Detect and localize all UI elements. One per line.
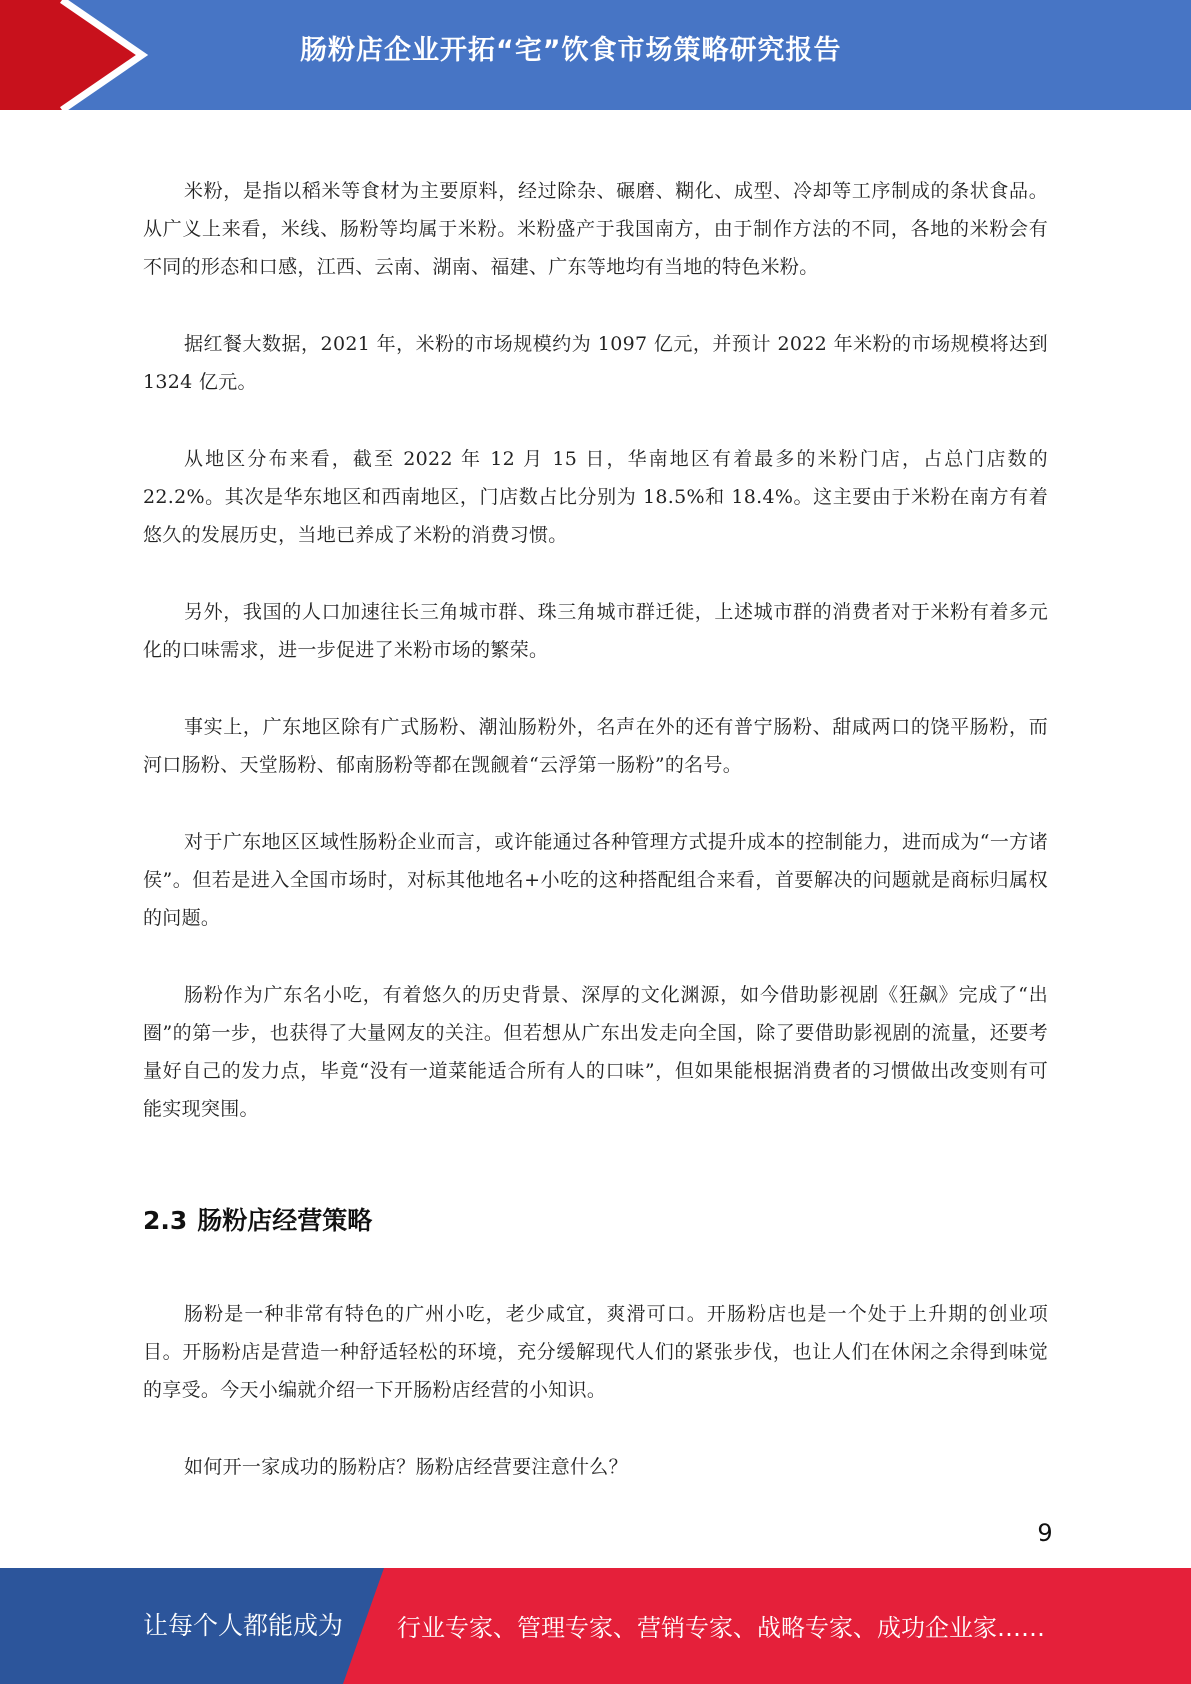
section-title: 肠粉店经营策略 xyxy=(197,1206,373,1235)
footer-slogan-left: 让每个人都能成为 xyxy=(143,1611,344,1640)
section-heading xyxy=(143,1205,1048,1237)
paragraph: 据红餐大数据，2021 年，米粉的市场规模约为 1097 亿元，并预计 2022 年米粉的市场规模将达到 1324 亿元。 xyxy=(143,333,1048,393)
report-title: 肠粉店企业开拓“宅”饮食市场策略研究报告 xyxy=(300,35,842,66)
paragraph: 另外，我国的人口加速往长三角城市群、珠三角城市群迁徙，上述城市群的消费者对于米粉有着多元化的口味需求，进一步促进了米粉市场的繁荣。 xyxy=(143,601,1048,661)
paragraph: 对于广东地区区域性肠粉企业而言，或许能通过各种管理方式提升成本的控制能力，进而成为“一方诸侯”。但若是进入全国市场时，对标其他地名+小吃的这种搭配组合来看，首要解决的问题就是商标归属权的问题。 xyxy=(143,831,1048,929)
paragraph: 事实上，广东地区除有广式肠粉、潮汕肠粉外，名声在外的还有普宁肠粉、甜咸两口的饶平肠粉，而河口肠粉、天堂肠粉、郁南肠粉等都在觊觎着“云浮第一肠粉”的名号。 xyxy=(143,716,1048,776)
paragraph: 肠粉作为广东名小吃，有着悠久的历史背景、深厚的文化渊源，如今借助影视剧《狂飙》完成了“出圈”的第一步，也获得了大量网友的关注。但若想从广东出发走向全国，除了要借助影视剧的流量，还要考量好自己的发力点，毕竟“没有一道菜能适合所有人的口味”，但如果能根据消费者的习惯做出改变则有可能实现突围。 xyxy=(143,984,1048,1120)
page-footer xyxy=(0,1568,1191,1684)
main-content xyxy=(143,172,1048,1525)
page-number: 9 xyxy=(1037,1519,1053,1547)
footer-slogan-right: 行业专家、管理专家、营销专家、战略专家、成功企业家…… xyxy=(397,1614,1045,1642)
paragraph: 如何开一家成功的肠粉店？肠粉店经营要注意什么？ xyxy=(184,1456,628,1478)
page-header xyxy=(0,0,1191,110)
paragraph: 肠粉是一种非常有特色的广州小吃，老少咸宜，爽滑可口。开肠粉店也是一个处于上升期的创业项目。开肠粉店是营造一种舒适轻松的环境，充分缓解现代人们的紧张步伐，也让人们在休闲之余得到味觉的享受。今天小编就介绍一下开肠粉店经营的小知识。 xyxy=(143,1303,1048,1401)
paragraph: 从地区分布来看，截至 2022 年 12 月 15 日，华南地区有着最多的米粉门店，占总门店数的 22.2%。其次是华东地区和西南地区，门店数占比分别为 18.5%和 18.4%。这主要由于米粉在南方有着悠久的发展历史，当地已养成了米粉的消费习惯。 xyxy=(143,448,1048,546)
section-number: 2.3 xyxy=(143,1206,188,1235)
paragraph: 米粉，是指以稻米等食材为主要原料，经过除杂、碾磨、糊化、成型、冷却等工序制成的条状食品。从广义上来看，米线、肠粉等均属于米粉。米粉盛产于我国南方，由于制作方法的不同，各地的米粉会有不同的形态和口感，江西、云南、湖南、福建、广东等地均有当地的特色米粉。 xyxy=(143,180,1048,278)
